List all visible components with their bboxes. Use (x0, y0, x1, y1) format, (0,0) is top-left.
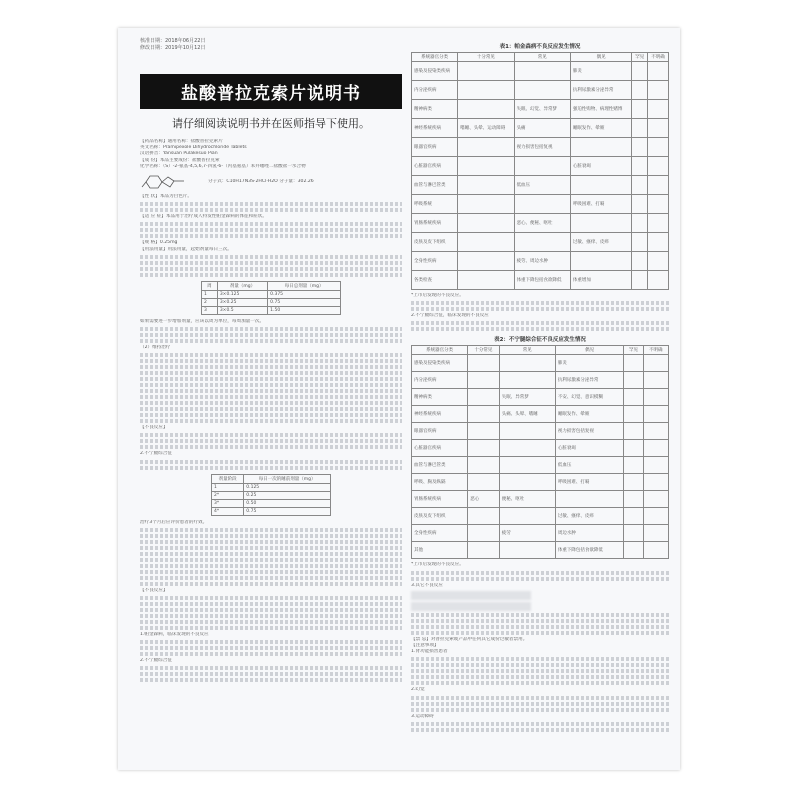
table-cell: 神经系统疾病 (412, 406, 468, 423)
table-cell (468, 406, 500, 423)
table-cell (648, 271, 669, 290)
document-title: 盐酸普拉克索片说明书 (140, 74, 402, 109)
table-cell (468, 440, 500, 457)
dose-table-2 (211, 474, 331, 516)
table-cell (648, 214, 669, 233)
table-header: 每日总剂量（mg） (268, 281, 341, 290)
table-cell: 4* (212, 507, 244, 515)
table-row (412, 423, 669, 440)
table-cell: 肺炎 (570, 62, 631, 81)
table-cell (624, 440, 643, 457)
table-cell (624, 542, 643, 559)
table-cell: 视力损害包括复视 (555, 423, 624, 440)
table-cell (632, 233, 648, 252)
table-cell: 过敏、瘙痒、皮疹 (570, 233, 631, 252)
table-row (412, 119, 669, 138)
table-cell: 恶心、便秘、呕吐 (514, 214, 570, 233)
table-cell (648, 81, 669, 100)
table-cell: 全身性疾病 (412, 252, 458, 271)
table-row (212, 499, 331, 507)
table-cell (458, 214, 514, 233)
table-cell: 过敏、瘙痒、皮疹 (555, 508, 624, 525)
table-row (412, 233, 669, 252)
table-row (412, 62, 669, 81)
table-cell (648, 252, 669, 271)
table-cell (570, 176, 631, 195)
table-header: 系统器官分类 (412, 346, 468, 355)
table-cell: 呼吸困难、打嗝 (570, 195, 631, 214)
table-row (412, 406, 669, 423)
table-cell: 呼吸困难、打嗝 (555, 474, 624, 491)
table-row (412, 372, 669, 389)
dates (140, 38, 402, 52)
table-cell (624, 508, 643, 525)
table-header: 不明确 (648, 53, 669, 62)
table-cell: 血管与淋巴管类 (412, 457, 468, 474)
table-cell (632, 138, 648, 157)
text-line: 3.其它不良反应 (411, 582, 443, 588)
table-cell (632, 271, 648, 290)
table-cell (555, 491, 624, 508)
table-cell (643, 389, 668, 406)
text-line: 3.运动障碍 (411, 713, 434, 719)
table-cell: 0.50 (244, 499, 331, 507)
table-row (412, 138, 669, 157)
table-cell (632, 252, 648, 271)
table-cell (458, 271, 514, 290)
table-cell: 疲劳 (499, 525, 555, 542)
table-cell (643, 406, 668, 423)
table-cell (468, 474, 500, 491)
table-cell (648, 157, 669, 176)
table-cell: 全身性疾病 (412, 525, 468, 542)
table-cell: 0.375 (268, 290, 341, 298)
table-cell: 失眠、幻觉、异常梦 (514, 100, 570, 119)
document-page (118, 28, 680, 770)
table-cell (499, 542, 555, 559)
table-cell (468, 355, 500, 372)
table-row (202, 298, 341, 306)
table-cell (643, 491, 668, 508)
table-cell (468, 508, 500, 525)
left-column (140, 38, 402, 684)
text-line: 汉语拼音：Yansuan Pulakesuo Pian (140, 151, 218, 157)
table-header: 偶见 (555, 346, 624, 355)
table-cell: 1 (212, 483, 244, 491)
text-line: 1.肾功能损害患者 (411, 649, 448, 655)
table-cell (514, 233, 570, 252)
table-cell (499, 440, 555, 457)
table-cell (643, 440, 668, 457)
table-row (412, 81, 669, 100)
table-row (412, 176, 669, 195)
table-cell (468, 457, 500, 474)
table-cell (458, 157, 514, 176)
document-subtitle: 请仔细阅读说明书并在医师指导下使用。 (172, 117, 370, 130)
table-cell (648, 176, 669, 195)
table-header: 罕见 (624, 346, 643, 355)
text-line: 【药品名称】通用名称：盐酸普拉克索片 (140, 139, 223, 144)
approval-date: 核准日期：2018年06月22日 (140, 38, 206, 44)
table-cell: 0.125 (244, 483, 331, 491)
table-row (412, 440, 669, 457)
table-cell: 其他 (412, 542, 468, 559)
table-cell (514, 195, 570, 214)
table-cell (643, 423, 668, 440)
table-cell (632, 100, 648, 119)
table-cell (624, 389, 643, 406)
table-cell (499, 457, 555, 474)
text-line: 【禁 忌】对普拉克索或产品中任何其它成份过敏者禁用。 (411, 636, 528, 642)
table-cell: 精神病类 (412, 100, 458, 119)
dose-table-1 (201, 281, 341, 315)
table-cell: 皮肤及皮下组织 (412, 508, 468, 525)
table-cell: 低血压 (555, 457, 624, 474)
table-b-caption: 表2：不宁腿综合征不良反应发生情况 (494, 337, 586, 344)
table-cell: 胃肠系统疾病 (412, 491, 468, 508)
adverse-table-b (411, 345, 669, 559)
table-cell (632, 214, 648, 233)
table-cell: 0.75 (244, 507, 331, 515)
table-cell (458, 195, 514, 214)
table-cell (648, 195, 669, 214)
formula-text: 分子式：C10H17N3S·2HCl·H2O 分子量：302.26 (208, 178, 314, 184)
table-cell: 0.75 (268, 298, 341, 306)
table-cell: 心脏衰竭 (555, 440, 624, 457)
text-line: 【注意事项】 (411, 643, 439, 649)
table-cell: 呼吸、胸及纵隔 (412, 474, 468, 491)
table-row (412, 525, 669, 542)
table-cell (624, 474, 643, 491)
table-header: 十分常见 (458, 53, 514, 62)
text-line: 2.幻觉 (411, 687, 425, 693)
table-cell (468, 372, 500, 389)
text-line: 【规 格】0.25mg (140, 240, 178, 246)
adverse-table-a (411, 52, 669, 290)
table-cell: 体重增加 (570, 271, 631, 290)
right-column (411, 38, 669, 734)
table-cell: 失眠、异常梦 (499, 389, 555, 406)
table-cell (643, 542, 668, 559)
table-cell (468, 542, 500, 559)
table-cell (648, 119, 669, 138)
table-cell (499, 355, 555, 372)
table-header: 剂量阶段 (212, 474, 244, 483)
table-cell (643, 525, 668, 542)
table-cell (458, 81, 514, 100)
table-cell: 2* (212, 491, 244, 499)
table-cell: 疲劳、周边水肿 (514, 252, 570, 271)
table-cell: 抗利尿激素分泌异常 (570, 81, 631, 100)
table-cell: 内分泌疾病 (412, 372, 468, 389)
table-header: 十分常见 (468, 346, 500, 355)
table-cell (514, 81, 570, 100)
text-line: 【适 应 症】本品用于治疗成人特发性帕金森病的体征和症状。 (140, 214, 267, 220)
chemical-structure-icon (140, 173, 200, 191)
text-line: *上市后发现的不良反应。 (411, 293, 464, 298)
text-line: 【不良反应】 (140, 587, 168, 593)
table-cell: 心脏衰竭 (570, 157, 631, 176)
table-row (412, 508, 669, 525)
table-cell: 强迫性购物、病理性赌博 (570, 100, 631, 119)
table-a-caption: 表1：帕金森病不良反应发生情况 (499, 44, 581, 50)
table-header: 常见 (499, 346, 555, 355)
table-cell (624, 423, 643, 440)
table-header: 周 (202, 281, 218, 290)
table-cell: 嗜睡、头晕、运动障碍 (458, 119, 514, 138)
text-line: （2）维持治疗 (140, 345, 171, 351)
table-cell (570, 252, 631, 271)
revision-date: 修改日期：2019年10月12日 (140, 45, 206, 51)
table-row (412, 355, 669, 372)
text-line: 【不良反应】 (140, 425, 168, 431)
table-cell: 头痛、头晕、嗜睡 (499, 406, 555, 423)
table-cell: 恶心 (468, 491, 500, 508)
table-row (412, 457, 669, 474)
table-cell: 感染及侵染类疾病 (412, 62, 458, 81)
table-cell: 睡眠发作、晕厥 (570, 119, 631, 138)
table-cell (570, 138, 631, 157)
table-cell (458, 252, 514, 271)
table-row (202, 290, 341, 298)
table-cell (514, 157, 570, 176)
table-cell: 心脏器官疾病 (412, 440, 468, 457)
table-cell: 眼器官疾病 (412, 138, 458, 157)
table-cell: 3×0.25 (217, 298, 267, 306)
text-line: 2.不宁腿综合征 (140, 451, 172, 457)
table-row (412, 100, 669, 119)
table-cell: 便秘、呕吐 (499, 491, 555, 508)
table-cell (648, 62, 669, 81)
table-cell: 皮肤及皮下组织 (412, 233, 458, 252)
table-cell (643, 474, 668, 491)
table-cell (468, 423, 500, 440)
table-cell: 胃肠系统疾病 (412, 214, 458, 233)
table-row (412, 195, 669, 214)
table-cell: 肺炎 (555, 355, 624, 372)
text-line: 2.不宁腿综合征 (140, 658, 172, 664)
table-cell (468, 389, 500, 406)
table-cell (648, 138, 669, 157)
table-cell (648, 100, 669, 119)
table-cell (514, 62, 570, 81)
table-cell: 不安、幻觉、意识模糊 (555, 389, 624, 406)
table-cell (643, 457, 668, 474)
table-row (202, 306, 341, 314)
table-cell (499, 474, 555, 491)
table-row (412, 491, 669, 508)
table-cell: 体重下降包括食欲降低 (555, 542, 624, 559)
text-line: 【用法用量】用法用量，起始剂量每日三次。 (140, 246, 232, 252)
table-row (412, 214, 669, 233)
table-header: 每日一次的睡前剂量（mg） (244, 474, 331, 483)
table-cell: 3×0.5 (217, 306, 267, 314)
table-cell (632, 119, 648, 138)
table-cell (624, 406, 643, 423)
table-cell (632, 176, 648, 195)
table-cell: 各类检查 (412, 271, 458, 290)
table-header: 常见 (514, 53, 570, 62)
table-cell (499, 423, 555, 440)
table-cell: 内分泌疾病 (412, 81, 458, 100)
table-cell (499, 508, 555, 525)
table-row (412, 252, 669, 271)
table-header: 偶见 (570, 53, 631, 62)
table-cell: 体重下降包括食欲降低 (514, 271, 570, 290)
table-row (412, 271, 669, 290)
table-row (412, 474, 669, 491)
text-line: 治疗3个月后应评价患者的疗效。 (140, 519, 208, 525)
table-cell (632, 157, 648, 176)
table-cell: 抗利尿激素分泌异常 (555, 372, 624, 389)
table-cell: 1.50 (268, 306, 341, 314)
table-cell (458, 62, 514, 81)
table-cell: 3* (212, 499, 244, 507)
text-line: *上市后发现的不良反应。 (411, 562, 464, 568)
table-header: 罕见 (632, 53, 648, 62)
table-cell (624, 355, 643, 372)
table-cell (624, 525, 643, 542)
text-line: 2.不宁腿综合征，临床发现的不良反应 (411, 313, 489, 319)
table-row (412, 542, 669, 559)
table-cell (624, 491, 643, 508)
table-cell: 周边水肿 (555, 525, 624, 542)
intro-block (140, 139, 402, 170)
table-header: 不明确 (643, 346, 668, 355)
table-cell (499, 372, 555, 389)
table-cell: 1 (202, 290, 218, 298)
table-cell (570, 214, 631, 233)
text-line: 【成 份】本品主要成份：盐酸普拉克索 (140, 157, 220, 163)
table-header: 系统器官分类 (412, 53, 458, 62)
table-cell: 血管与淋巴管类 (412, 176, 458, 195)
table-cell: 3 (202, 306, 218, 314)
text-line: 【性 状】本品为白色片。 (140, 194, 192, 200)
table-cell (458, 233, 514, 252)
text-line: 1.帕金森病，临床发现的不良反应 (140, 632, 209, 638)
table-cell (458, 100, 514, 119)
table-cell (468, 525, 500, 542)
text-line: 如果需要进一步增加剂量，应该以周为单位，每周加量一次。 (140, 318, 265, 324)
table-cell (643, 508, 668, 525)
table-cell (648, 233, 669, 252)
table-cell: 感染及侵染类疾病 (412, 355, 468, 372)
table-cell (624, 457, 643, 474)
text-line: 化学名称：（S）-2-氨基-4,5,6,7-四氢-6-（丙基氨基）苯并噻唑二盐酸盐一水合物 (140, 163, 306, 169)
table-cell (624, 372, 643, 389)
table-cell: 2 (202, 298, 218, 306)
text-line: 英文名称：Pramipexole Dihydrochloride Tablets (140, 145, 247, 151)
table-header: 剂量（mg） (217, 281, 267, 290)
table-cell (643, 355, 668, 372)
table-cell: 精神病类 (412, 389, 468, 406)
table-cell: 低血压 (514, 176, 570, 195)
table-cell (458, 138, 514, 157)
table-cell: 0.25 (244, 491, 331, 499)
table-cell: 视力损害包括复视 (514, 138, 570, 157)
table-row (412, 389, 669, 406)
table-row (212, 507, 331, 515)
table-cell: 3×0.125 (217, 290, 267, 298)
table-cell (632, 195, 648, 214)
structure-formula (140, 173, 402, 191)
table-cell: 呼吸系统 (412, 195, 458, 214)
table-cell (458, 176, 514, 195)
table-cell (632, 62, 648, 81)
table-row (412, 157, 669, 176)
table-row (212, 483, 331, 491)
table-cell: 头痛 (514, 119, 570, 138)
table-cell (632, 81, 648, 100)
table-cell (643, 372, 668, 389)
table-cell: 眼器官疾病 (412, 423, 468, 440)
table-cell: 神经系统疾病 (412, 119, 458, 138)
table-cell: 心脏器官疾病 (412, 157, 458, 176)
table-cell: 睡眠发作、晕厥 (555, 406, 624, 423)
table-row (212, 491, 331, 499)
